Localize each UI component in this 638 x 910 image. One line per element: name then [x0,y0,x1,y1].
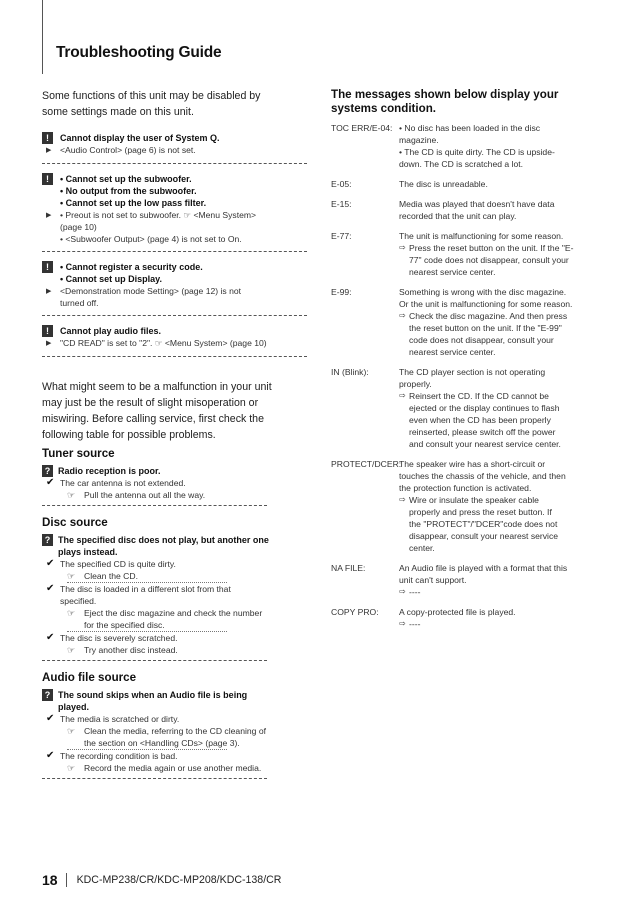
check-icon: ✔ [46,477,55,488]
arrow-right-icon: ⇨ [399,587,406,596]
hand-pointer-icon: ☞ [67,608,76,618]
text-line: properly. [399,379,432,389]
text-line: The unit is malfunctioning for some reason. [399,231,564,241]
message-code: COPY PRO: [331,607,379,617]
message-action [399,618,603,630]
section-heading: Tuner source [42,447,115,460]
check-icon: ✔ [46,583,55,594]
problem-heading [42,465,267,477]
remedy-text [84,762,261,774]
warning-icon: ! [42,132,53,144]
arrow-icon: ▶ [46,147,52,154]
arrow-icon: ▶ [46,340,52,347]
arrow-right-icon: ⇨ [399,243,406,252]
cause [42,750,267,762]
text-line: ---- [409,619,421,629]
text-line: The sound skips when an Audio file is being [58,690,248,700]
text-line: ---- [409,587,421,597]
hand-pointer-icon: ☞ [67,763,76,773]
text-line: Check the disc magazine. And then press [409,311,568,321]
text-line: specified. [60,596,97,606]
text-line: A copy-protected file is played. [399,607,516,617]
message-description [399,230,603,278]
cause-text [60,750,178,762]
remedy-text [84,607,262,631]
text-line: center. [409,543,435,553]
message-code: IN (Blink): [331,367,369,377]
remedy [42,489,267,501]
message-description [399,562,603,598]
text-line: • Preout is not set to subwoofer. ☞ <Menu System> [60,210,257,220]
message-description [399,606,603,630]
text-line: The specified disc does not play, but another one [58,535,269,545]
message-action [399,390,603,450]
left-column [42,88,307,789]
solution [42,144,307,157]
arrow-icon: ▶ [46,212,52,219]
text-line: following table for possible problems. [42,429,216,441]
check-icon: ✔ [46,558,55,569]
page-title: Troubleshooting Guide [56,44,222,61]
warning-icon: ! [42,261,53,273]
text-line: • Cannot set up the low pass filter. [60,198,207,208]
message-description [399,178,603,190]
right-column [331,88,603,638]
problem-text [60,325,161,337]
text-line: • Cannot register a security code. [60,262,203,272]
text-line: for the specified disc. [84,620,165,630]
text-line: • Cannot set up Display. [60,274,162,284]
text-line: even when the CD has been properly [409,415,551,425]
text-line: An Audio file is played with a format that this [399,563,568,573]
text-line: Eject the disc magazine and check the number [84,608,263,618]
problem-text [58,534,269,558]
question-icon: ? [42,465,53,477]
message-row [331,286,603,358]
section-heading: Disc source [42,516,108,529]
text-line: The disc is loaded in a different slot from that [60,584,231,594]
message-code: E-77: [331,231,352,241]
text-line: The specified CD is quite dirty. [60,559,176,569]
text-line: What might seem to be a malfunction in your unit [42,381,272,393]
problem-heading [42,325,307,337]
hand-pointer-icon: ☞ [67,490,76,500]
settings-problems [42,132,307,357]
message-description [399,366,603,450]
section-block [42,465,267,506]
problem-block [42,173,307,252]
text-line: the section on <Handling CDs> (page 3). [84,738,240,748]
text-line: recorded that the unit can play. [399,211,517,221]
text-line: • No output from the subwoofer. [60,186,197,196]
text-line: Radio reception is poor. [58,466,161,476]
text-line: Pull the antenna out all the way. [84,490,206,500]
text-line: • The CD is quite dirty. The CD is upside- [399,147,555,157]
section-heading: Audio file source [42,671,137,684]
text-line: unit can't support. [399,575,467,585]
message-code: NA FILE: [331,563,366,573]
message-code: E-15: [331,199,352,209]
warning-icon: ! [42,325,53,337]
text-line: touches the chassis of the vehicle, and then [399,471,566,481]
text-line: Record the media again or use another media. [84,763,262,773]
text-line: Press the reset button on the unit. If the "E- [409,243,574,253]
hand-pointer-icon: ☞ [67,645,76,655]
text-line: • <Subwoofer Output> (page 4) is not set to On. [60,234,242,244]
text-line: Cannot play audio files. [60,326,162,336]
solution-text [60,144,196,157]
remedy-text [84,489,205,501]
remedy [42,607,267,631]
cause [42,713,267,725]
message-action [399,310,603,358]
message-row [331,198,603,222]
remedy [42,644,267,656]
arrow-right-icon: ⇨ [399,311,406,320]
text-line: Clean the media, referring to the CD cleaning of [84,726,267,736]
message-description [399,286,603,358]
solution-text [60,337,267,350]
solution-text [60,233,242,245]
action-text [409,390,561,450]
text-line: Wire or insulate the speaker cable [409,495,539,505]
text-line: <Demonstration mode Setting> (page 12) is not [60,286,242,296]
text-line: played. [58,702,90,712]
section-block [42,689,267,779]
arrow-icon [46,233,60,245]
text-line: nearest service center. [409,347,496,357]
text-line: the reset button on the unit. If the "E-99" [409,323,562,333]
malfunction-hint [42,379,307,443]
header-rule [42,0,43,74]
text-line: "CD READ" is set to "2". ☞ <Menu System> (page 10) [60,338,267,348]
problem-text [60,261,203,285]
solution [42,285,307,309]
message-code: TOC ERR/E-04: [331,123,393,133]
message-code: E-05: [331,179,352,189]
warning-icon: ! [42,173,53,185]
cause-text [60,558,176,570]
messages-list [331,122,603,630]
text-line: turned off. [60,298,99,308]
solution [42,337,307,350]
text-line: The car antenna is not extended. [60,478,186,488]
message-description [399,122,603,170]
text-line: Something is wrong with the disc magazine. [399,287,567,297]
remedy [42,725,267,749]
text-line: Or the unit is malfunctioning for some reason. [399,299,573,309]
problem-block [42,325,307,357]
text-line: Cannot display the user of System Q. [60,133,220,143]
hand-pointer-icon: ☞ [67,571,76,581]
remedy [42,762,267,774]
text-line: The disc is unreadable. [399,179,488,189]
text-line: ejected or the display continues to flash [409,403,560,413]
message-description [399,198,603,222]
arrow-right-icon: ⇨ [399,619,406,628]
problem-heading [42,173,307,209]
cause-text [60,713,179,725]
text-line: and consult your nearest service center. [409,439,561,449]
text-line: the "PROTECT"/"DCER"code does not [409,519,558,529]
message-description [399,458,603,554]
text-line: • No disc has been loaded in the disc [399,123,541,133]
arrow-icon: ▶ [46,288,52,295]
problem-block [42,132,307,164]
question-icon: ? [42,689,53,701]
cause [42,583,267,607]
text-line: • Cannot set up the subwoofer. [60,174,192,184]
text-line: plays instead. [58,547,118,557]
text-line: Try another disc instead. [84,645,178,655]
message-row [331,458,603,554]
hand-pointer-icon: ☞ [67,726,76,736]
text-line: nearest service center. [409,267,496,277]
message-action [399,494,603,554]
message-action [399,242,603,278]
message-row [331,122,603,170]
page-number: 18 [42,872,58,888]
problem-block [42,261,307,316]
text-line: may just be the result of slight misoperation or [42,397,259,409]
problem-text [58,689,247,713]
problem-text [60,173,206,209]
cause [42,632,267,644]
troubleshooting-sections [42,447,307,779]
cause-text [60,632,178,644]
text-line: properly and press the reset button. If [409,507,552,517]
cause [42,477,267,489]
problem-heading [42,132,307,144]
message-action [399,586,603,598]
text-line: reinserted, please switch off the power [409,427,556,437]
action-text [409,586,420,598]
action-text [409,494,558,554]
action-text [409,242,574,278]
cause [42,558,267,570]
problem-heading [42,534,267,558]
text-line: the protection function is activated. [399,483,532,493]
text-line: The speaker wire has a short-circuit or [399,459,546,469]
text-line: 77" code does not disappear, consult your [409,255,569,265]
solution [42,233,307,245]
question-icon: ? [42,534,53,546]
problem-heading [42,689,267,713]
text-line: The recording condition is bad. [60,751,178,761]
problem-text [58,465,161,477]
messages-heading: The messages shown below display your systems condition. [331,88,559,115]
cause-text [60,583,231,607]
arrow-right-icon: ⇨ [399,495,406,504]
solution-text [60,285,241,309]
text-line: The media is scratched or dirty. [60,714,180,724]
text-line: The CD player section is not operating [399,367,546,377]
text-line: miswiring. Before calling service, first check the [42,413,264,425]
message-row [331,230,603,278]
remedy-text [84,725,266,749]
text-line: The disc is severely scratched. [60,633,178,643]
problem-text [60,132,220,144]
section-block [42,534,267,661]
text-line: Reinsert the CD. If the CD cannot be [409,391,549,401]
text-line: Media was played that doesn't have data [399,199,555,209]
text-line: Clean the CD. [84,571,138,581]
action-text [409,618,420,630]
intro-text: Some functions of this unit may be disabled by some settings made on this unit. [42,90,261,118]
text-line: magazine. [399,135,439,145]
remedy-text [84,644,178,656]
check-icon: ✔ [46,713,55,724]
message-row [331,562,603,598]
message-row [331,366,603,450]
message-code: PROTECT/DCER: [331,459,402,469]
remedy-text [84,570,138,582]
text-line: (page 10) [60,222,97,232]
solution [42,209,307,233]
action-text [409,310,567,358]
page-footer [42,872,281,888]
message-row [331,178,603,190]
arrow-right-icon: ⇨ [399,391,406,400]
footer-divider [66,873,67,887]
check-icon: ✔ [46,632,55,643]
message-row [331,606,603,630]
message-code: E-99: [331,287,352,297]
text-line: code does not disappear, consult your [409,335,554,345]
text-line: <Audio Control> (page 6) is not set. [60,145,196,155]
check-icon: ✔ [46,750,55,761]
cause-text [60,477,186,489]
problem-heading [42,261,307,285]
model-numbers: KDC-MP238/CR/KDC-MP208/KDC-138/CR [76,874,282,886]
solution-text [60,209,256,233]
remedy [42,570,267,582]
text-line: down. The CD is scratched a lot. [399,159,524,169]
text-line: disappear, consult your nearest service [409,531,559,541]
